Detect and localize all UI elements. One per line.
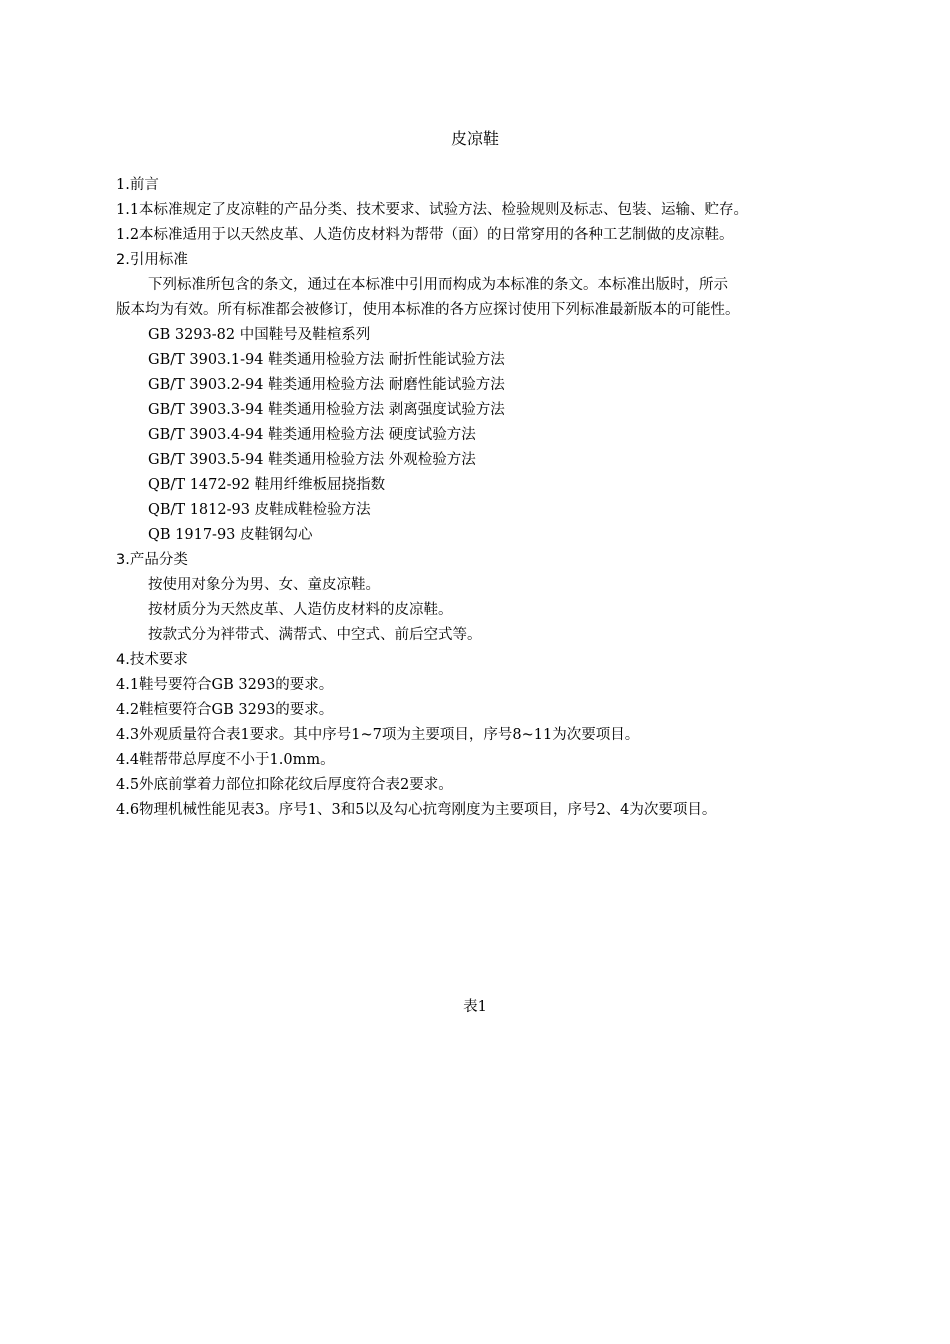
reference-standard-item: GB/T 3903.4-94 鞋类通用检验方法 硬度试验方法	[148, 427, 476, 443]
classification-item: 按材质分为天然皮革、人造仿皮材料的皮凉鞋。	[148, 602, 453, 618]
requirement-item: 4.4鞋帮带总厚度不小于1.0mm。	[116, 752, 335, 768]
section-2-heading: 2.引用标准	[116, 252, 188, 268]
paragraph-1-2: 1.2本标准适用于以天然皮革、人造仿皮材料为帮带（面）的日常穿用的各种工艺制做的皮凉鞋。	[116, 227, 734, 243]
section-3-heading: 3.产品分类	[116, 552, 188, 568]
section-1-heading: 1.前言	[116, 177, 159, 193]
paragraph-1-1: 1.1本标准规定了皮凉鞋的产品分类、技术要求、试验方法、检验规则及标志、包装、运输、贮存。	[116, 202, 749, 218]
section-2-intro-line-2: 版本均为有效。所有标准都会被修订，使用本标准的各方应探讨使用下列标准最新版本的可能性。	[116, 302, 740, 318]
section-4-heading: 4.技术要求	[116, 652, 188, 668]
requirement-item: 4.1鞋号要符合GB 3293的要求。	[116, 677, 334, 693]
requirement-item: 4.6物理机械性能见表3。序号1、3和5以及勾心抗弯刚度为主要项目，序号2、4为次要项目。	[116, 802, 717, 818]
section-2-intro-line-1: 下列标准所包含的条文，通过在本标准中引用而构成为本标准的条文。本标准出版时，所示	[148, 277, 728, 293]
reference-standard-item: QB/T 1472-92 鞋用纤维板屈挠指数	[148, 477, 386, 493]
reference-standard-item: QB/T 1812-93 皮鞋成鞋检验方法	[148, 502, 371, 518]
document-title: 皮凉鞋	[450, 129, 499, 148]
classification-item: 按使用对象分为男、女、童皮凉鞋。	[148, 577, 380, 593]
requirement-item: 4.3外观质量符合表1要求。其中序号1~7项为主要项目，序号8~11为次要项目。	[116, 727, 640, 743]
requirement-item: 4.2鞋楦要符合GB 3293的要求。	[116, 702, 334, 718]
reference-standard-item: GB/T 3903.1-94 鞋类通用检验方法 耐折性能试验方法	[148, 352, 505, 368]
classification-item: 按款式分为袢带式、满帮式、中空式、前后空式等。	[148, 627, 482, 643]
reference-standard-item: QB 1917-93 皮鞋钢勾心	[148, 527, 313, 543]
reference-standard-item: GB/T 3903.3-94 鞋类通用检验方法 剥离强度试验方法	[148, 402, 505, 418]
reference-standard-item: GB/T 3903.2-94 鞋类通用检验方法 耐磨性能试验方法	[148, 377, 505, 393]
table-1-caption: 表1	[463, 999, 487, 1015]
requirement-item: 4.5外底前掌着力部位扣除花纹后厚度符合表2要求。	[116, 777, 453, 793]
reference-standard-item: GB/T 3903.5-94 鞋类通用检验方法 外观检验方法	[148, 452, 476, 468]
reference-standard-item: GB 3293-82 中国鞋号及鞋楦系列	[148, 327, 371, 343]
